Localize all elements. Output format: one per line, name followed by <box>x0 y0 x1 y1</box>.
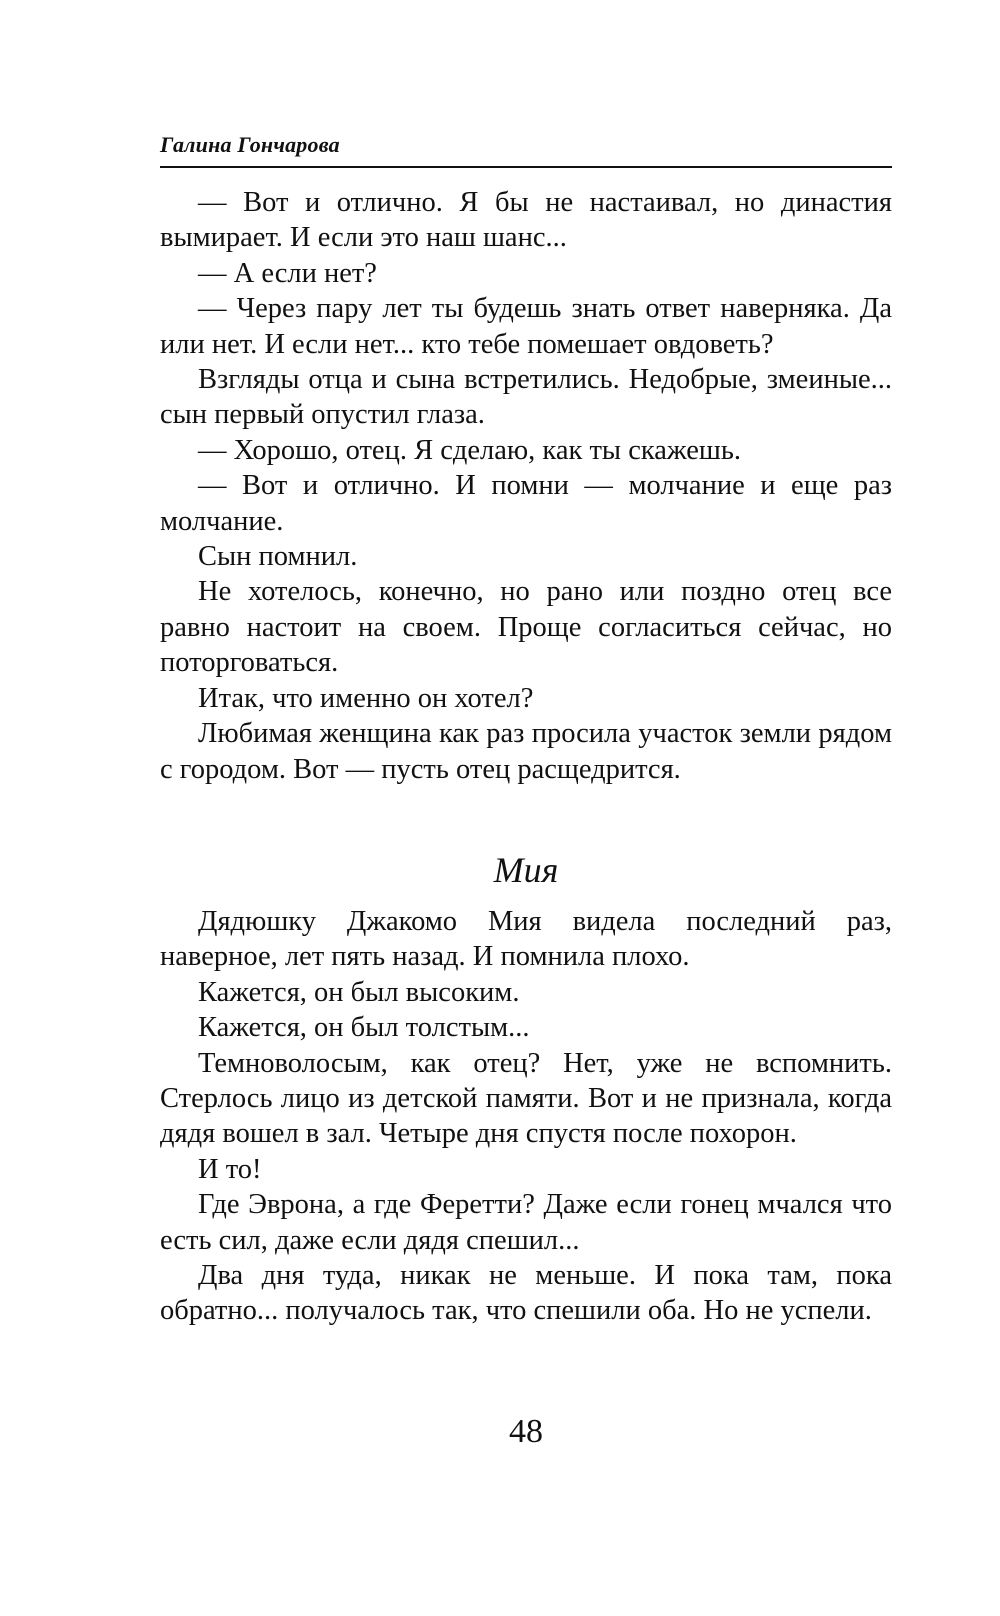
paragraph: — Хорошо, отец. Я сделаю, как ты скажешь. <box>198 434 741 466</box>
paragraph: Взгляды отца и сына встретились. Недобрые, змеиные... сын первый опустил глаза. <box>160 364 892 431</box>
paragraph: Итак, что именно он хотел? <box>198 682 534 714</box>
chapter-title: Мия <box>493 850 559 890</box>
text-section-one <box>160 185 892 787</box>
paragraph: — Через пару лет ты будешь знать ответ наверняка. Да или нет. И если нет... кто тебе помешает овдоветь? <box>160 293 892 360</box>
paragraph: Темноволосым, как отец? Нет, уже не вспомнить. Стерлось лицо из детской памяти. Вот и не признала, когда дядя вошел в зал. Четыре дня спустя после похорон. <box>160 1047 892 1150</box>
paragraph: — А если нет? <box>198 257 377 289</box>
paragraph: — Вот и отлично. И помни — молчание и еще раз молчание. <box>160 470 892 537</box>
paragraph: Два дня туда, никак не меньше. И пока там, пока обратно... получалось так, что спешили оба. Но не успели. <box>160 1260 892 1327</box>
running-header <box>160 130 892 168</box>
paragraph: Любимая женщина как раз просила участок земли рядом с городом. Вот — пусть отец расщедрится. <box>160 718 892 785</box>
paragraph: Сын помнил. <box>198 541 358 573</box>
paragraph: Дядюшку Джакомо Мия видела последний раз, наверное, лет пять назад. И помнила плохо. <box>160 906 892 973</box>
author-name: Галина Гончарова <box>160 132 340 157</box>
paragraph: Кажется, он был высоким. <box>198 976 520 1008</box>
paragraph: Не хотелось, конечно, но рано или поздно отец все равно настоит на своем. Проще согласиться сейчас, но поторговаться. <box>160 576 892 679</box>
paragraph: — Вот и отлично. Я бы не настаивал, но династия вымирает. И если это наш шанс... <box>160 187 892 254</box>
paragraph: И то! <box>198 1153 262 1185</box>
text-section-two <box>160 904 892 1329</box>
paragraph: Где Эврона, а где Феретти? Даже если гонец мчался что есть сил, даже если дядя спешил... <box>160 1189 892 1256</box>
paragraph: Кажется, он был толстым... <box>198 1012 530 1044</box>
page-number: 48 <box>509 1413 543 1450</box>
